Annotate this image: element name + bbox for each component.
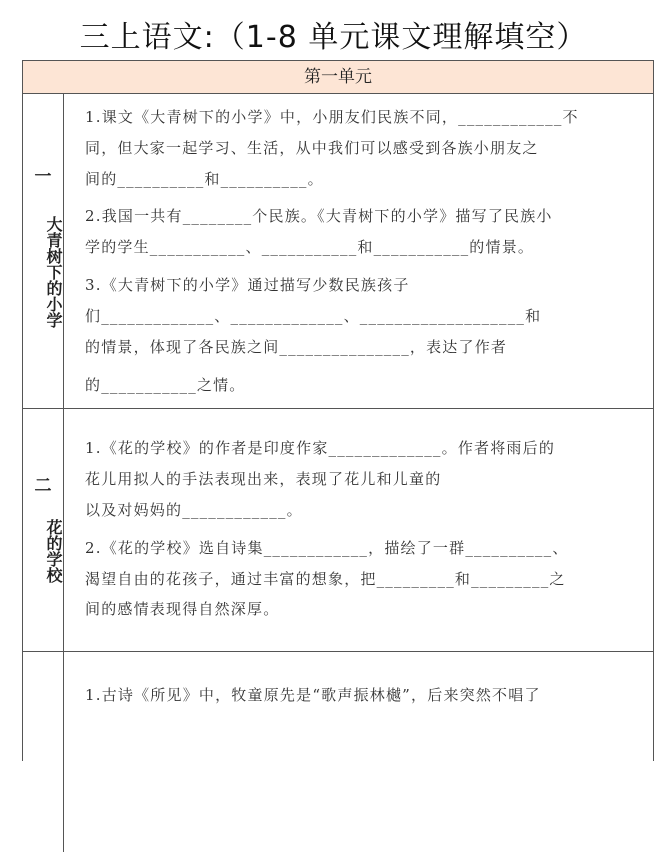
lesson-row-2	[23, 409, 653, 652]
lesson-label-cell	[23, 94, 64, 408]
question-line: 渴望自由的花孩子，通过丰富的想象，把_________和_________之	[85, 570, 566, 588]
lesson-number: 二	[34, 476, 52, 496]
question-line: 的情景，体现了各民族之间_______________，表达了作者	[85, 338, 508, 356]
question-line: 2.《花的学校》选自诗集____________，描绘了一群__________、	[85, 539, 569, 557]
question-line: 花儿用拟人的手法表现出来，表现了花儿和儿童的	[85, 470, 442, 488]
lesson-row-1	[23, 94, 653, 409]
lesson-number: 一	[34, 167, 52, 187]
fill-in-table	[22, 60, 654, 761]
question-line: 同，但大家一起学习、生活，从中我们可以感受到各族小朋友之	[85, 139, 539, 157]
question-line: 们_____________、_____________、___________________和	[85, 307, 542, 325]
lesson-name: 大青树下的小学	[44, 216, 63, 328]
question-line: 1.古诗《所见》中，牧童原先是“歌声振林樾”，后来突然不唱了	[85, 686, 541, 704]
page-title: 三上语文:（1-8 单元课文理解填空）	[79, 20, 588, 55]
lesson-row-3	[23, 652, 653, 852]
question-line: 的___________之情。	[85, 376, 246, 394]
question-line: 1.课文《大青树下的小学》中，小朋友们民族不同，____________不	[85, 108, 579, 126]
lesson-label-cell	[23, 652, 64, 852]
question-line: 间的__________和__________。	[85, 170, 324, 188]
lesson-name: 花的学校	[44, 519, 63, 583]
question-line: 间的感情表现得自然深厚。	[85, 600, 280, 618]
question-line: 学的学生___________、___________和___________的情景。	[85, 238, 535, 256]
question-line: 以及对妈妈的____________。	[85, 501, 303, 519]
question-line: 2.我国一共有________个民族。《大青树下的小学》描写了民族小	[85, 207, 553, 225]
unit-header: 第一单元	[23, 61, 653, 94]
question-line: 1.《花的学校》的作者是印度作家_____________。作者将雨后的	[85, 439, 556, 457]
question-line: 3.《大青树下的小学》通过描写少数民族孩子	[85, 276, 410, 294]
lesson-label-cell	[23, 409, 64, 651]
